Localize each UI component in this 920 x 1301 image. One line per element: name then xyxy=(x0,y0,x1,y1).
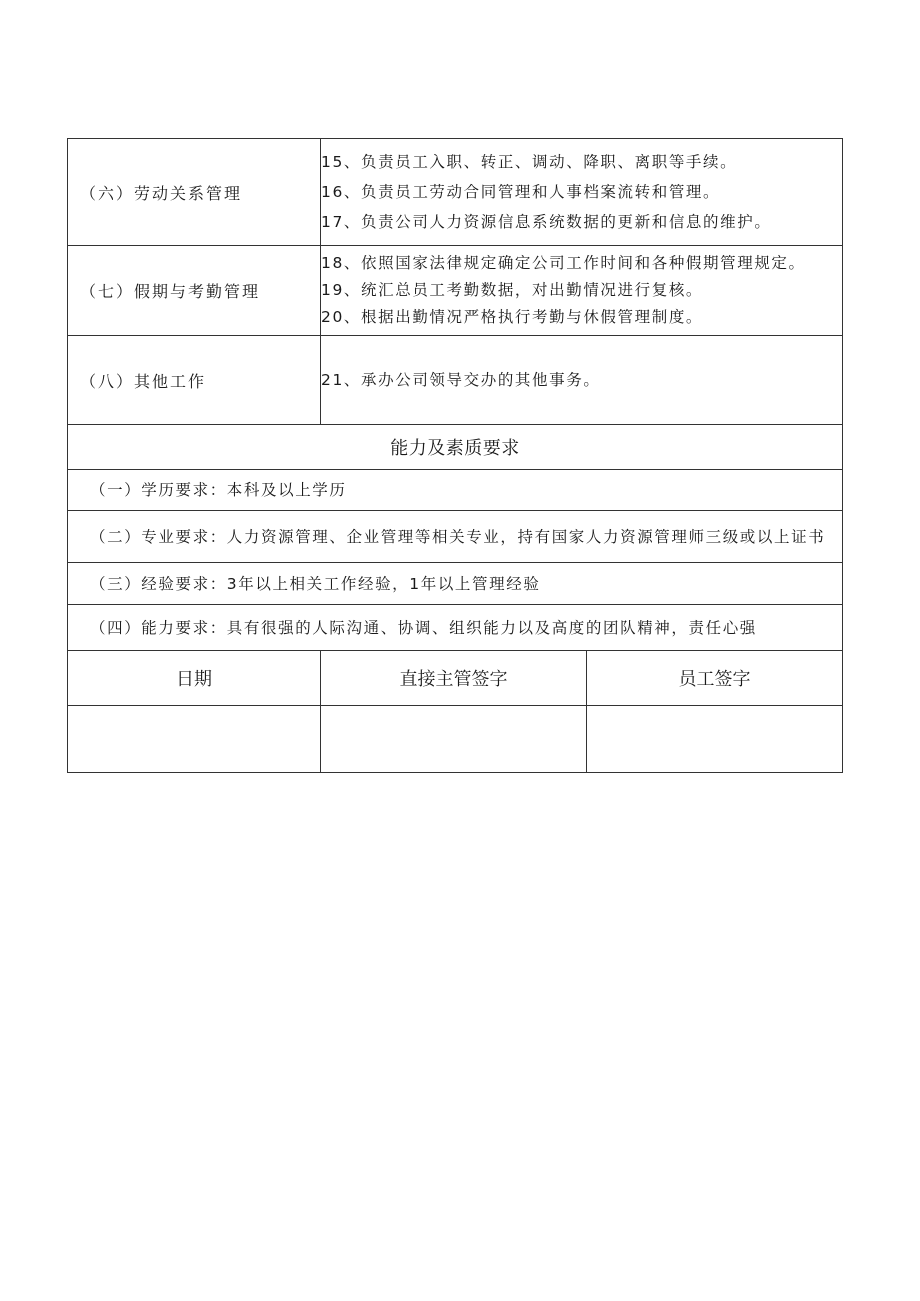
duty-row-labor-relations xyxy=(68,139,843,246)
employee-signature-label: 员工签字 xyxy=(587,651,843,706)
requirement-education: （一）学历要求：本科及以上学历 xyxy=(68,470,843,511)
duty-category: （八）其他工作 xyxy=(68,336,321,425)
duty-list xyxy=(321,139,843,246)
duty-item: 19、统汇总员工考勤数据，对出勤情况进行复核。 xyxy=(321,281,704,300)
employee-signature-field[interactable] xyxy=(587,706,843,773)
requirements-title: 能力及素质要求 xyxy=(68,425,843,470)
requirement-row xyxy=(68,605,843,651)
requirement-row xyxy=(68,563,843,605)
duty-item: 18、依照国家法律规定确定公司工作时间和各种假期管理规定。 xyxy=(321,254,806,272)
signature-blank-row xyxy=(68,706,843,773)
supervisor-signature-label: 直接主管签字 xyxy=(321,651,587,706)
duty-list xyxy=(321,336,843,425)
duty-item: 16、负责员工劳动合同管理和人事档案流转和管理。 xyxy=(321,182,721,201)
requirement-major: （二）专业要求：人力资源管理、企业管理等相关专业，持有国家人力资源管理师三级或以上证书 xyxy=(68,511,843,563)
requirement-experience: （三）经验要求：3年以上相关工作经验，1年以上管理经验 xyxy=(68,563,843,605)
supervisor-signature-field[interactable] xyxy=(321,706,587,773)
signature-header-row xyxy=(68,651,843,706)
requirement-row xyxy=(68,511,843,563)
requirements-title-row xyxy=(68,425,843,470)
duty-item: 21、承办公司领导交办的其他事务。 xyxy=(321,371,601,390)
duty-item: 20、根据出勤情况严格执行考勤与休假管理制度。 xyxy=(321,308,704,327)
job-description-table-wrapper xyxy=(67,138,842,773)
requirement-row xyxy=(68,470,843,511)
duty-item: 17、负责公司人力资源信息系统数据的更新和信息的维护。 xyxy=(321,213,772,232)
duty-list xyxy=(321,246,843,336)
duty-row-other xyxy=(68,336,843,425)
duty-row-leave-attendance xyxy=(68,246,843,336)
date-field[interactable] xyxy=(68,706,321,773)
duty-category: （七）假期与考勤管理 xyxy=(68,246,321,336)
date-label: 日期 xyxy=(68,651,321,706)
duty-category: （六）劳动关系管理 xyxy=(68,139,321,246)
duty-item: 15、负责员工入职、转正、调动、降职、离职等手续。 xyxy=(321,152,738,171)
requirement-ability: （四）能力要求：具有很强的人际沟通、协调、组织能力以及高度的团队精神，责任心强 xyxy=(68,605,843,651)
job-description-table xyxy=(67,138,843,773)
